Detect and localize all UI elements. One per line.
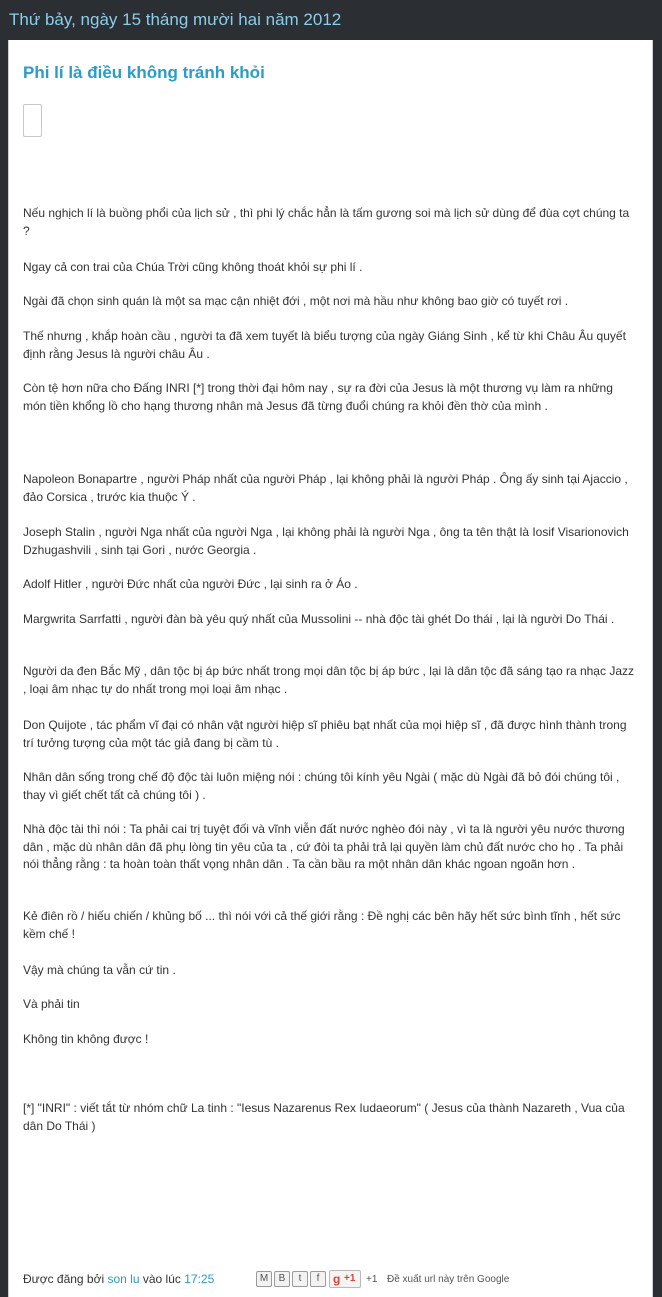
paragraph: Thế nhưng , khắp hoàn cầu , người ta đã xem tuyết là biểu tượng của ngày Giáng Sinh , kể từ khi Châu Âu quyết định rằng Jesus là người châu Âu . — [23, 329, 626, 361]
date-header — [0, 0, 662, 40]
paragraph: Adolf Hitler , người Đức nhất của người Đức , lại sinh ra ở Áo . — [23, 577, 358, 591]
date-header-text: Thứ bảy, ngày 15 tháng mười hai năm 2012 — [9, 10, 342, 29]
google-plus-icon: g — [333, 1272, 341, 1286]
paragraph: Và phải tin — [23, 997, 80, 1011]
paragraph: Không tin không được ! — [23, 1032, 149, 1046]
post-title[interactable]: Phi lí là điều không tránh khỏi — [23, 63, 265, 82]
embed-placeholder — [23, 104, 42, 137]
paragraph: Kẻ điên rồ / hiếu chiến / khủng bố ... thì nói với cả thế giới rằng : Đề nghị các bên hãy hết sức bình tĩnh , hết sức kềm chế ! — [23, 909, 621, 941]
recommend-text: Đề xuất url này trên Google — [387, 1274, 510, 1285]
post — [8, 40, 653, 1297]
blogger-icon[interactable]: B — [274, 1271, 290, 1287]
post-footer — [23, 1271, 643, 1291]
byline — [23, 1271, 214, 1287]
facebook-icon[interactable]: f — [310, 1271, 326, 1287]
paragraph: Ngay cả con trai của Chúa Trời cũng không thoát khỏi sự phi lí . — [23, 260, 363, 274]
posted-by-label: Được đăng bởi — [23, 1272, 105, 1286]
author-link[interactable]: son lu — [107, 1272, 140, 1286]
plus-one-count: +1 — [366, 1274, 378, 1285]
timestamp-link[interactable]: 17:25 — [184, 1272, 215, 1286]
paragraph: Nhân dân sống trong chế độ độc tài luôn miệng nói : chúng tôi kính yêu Ngài ( mặc dù Ngài đã bỏ đói chúng tôi , thay vì giết chết tất cả chúng tôi ) . — [23, 770, 620, 802]
paragraph: Joseph Stalin , người Nga nhất của người Nga , lại không phải là người Nga , ông ta tên thật là Iosif Visarionovich Dzhugashvili , sinh tại Gori , nước Georgia . — [23, 525, 629, 557]
plus-one-label: +1 — [344, 1273, 356, 1284]
google-plus-one-button[interactable] — [329, 1270, 361, 1288]
paragraph: Còn tệ hơn nữa cho Đấng INRI [*] trong thời đại hôm nay , sự ra đời của Jesus là một thương vụ làm ra những món tiền khổng lồ cho hạng thương nhân mà Jesus đã từng đuổi chúng ra khỏi đền thờ của mình . — [23, 381, 613, 413]
paragraph: Don Quijote , tác phẩm vĩ đại có nhân vật người hiệp sĩ phiêu bạt nhất của mọi hiệp sĩ , đã được hình thành trong trí tưởng tượng của một tác giả đang bị cầm tù . — [23, 718, 627, 750]
paragraph: Vậy mà chúng ta vẫn cứ tin . — [23, 963, 176, 977]
paragraph: Napoleon Bonapartre , người Pháp nhất của người Pháp , lại không phải là người Pháp . Ông ấy sinh tại Ajaccio , đảo Corsica , trước kia thuộc Ý . — [23, 472, 628, 504]
paragraph: Người da đen Bắc Mỹ , dân tộc bị áp bức nhất trong mọi dân tộc bị áp bức , lại là dân tộc đã sáng tạo ra nhạc Jazz , loại âm nhạc tự do nhất trong mọi loại âm nhạc . — [23, 664, 634, 696]
twitter-icon[interactable]: t — [292, 1271, 308, 1287]
email-icon[interactable]: M — [256, 1271, 272, 1287]
paragraph: Ngài đã chọn sinh quán là một sa mạc cận nhiệt đới , một nơi mà hầu như không bao giờ có tuyết rơi . — [23, 294, 569, 308]
at-label: vào lúc — [142, 1272, 181, 1286]
paragraph: Nếu nghịch lí là buồng phổi của lịch sử , thì phi lý chắc hẳn là tấm gương soi mà lịch sử dùng để đùa cợt chúng ta ? — [23, 206, 630, 238]
paragraph: Margwrita Sarrfatti , người đàn bà yêu quý nhất của Mussolini -- nhà độc tài ghét Do thái , lại là người Do Thái . — [23, 612, 615, 626]
paragraph: Nhà độc tài thì nói : Ta phải cai trị tuyệt đối và vĩnh viễn đất nước nghèo đói này , vì ta là người yêu nước thương dân , mặc dù nhân dân đã phụ lòng tin yêu của ta , cứ đòi ta phải trả lại quyền làm chủ đất nước cho họ . Ta phải nói thẳng rằng : ta hoàn toàn thất vọng nhân dân . Ta cần bầu ra một nhân dân khác ngoan ngoãn hơn . — [23, 822, 625, 871]
footnote: [*] "INRI" : viết tắt từ nhóm chữ La tinh : "Iesus Nazarenus Rex Iudaeorum" ( Jesus của thành Nazareth , Vua của dân Do Thái ) — [23, 1101, 625, 1133]
